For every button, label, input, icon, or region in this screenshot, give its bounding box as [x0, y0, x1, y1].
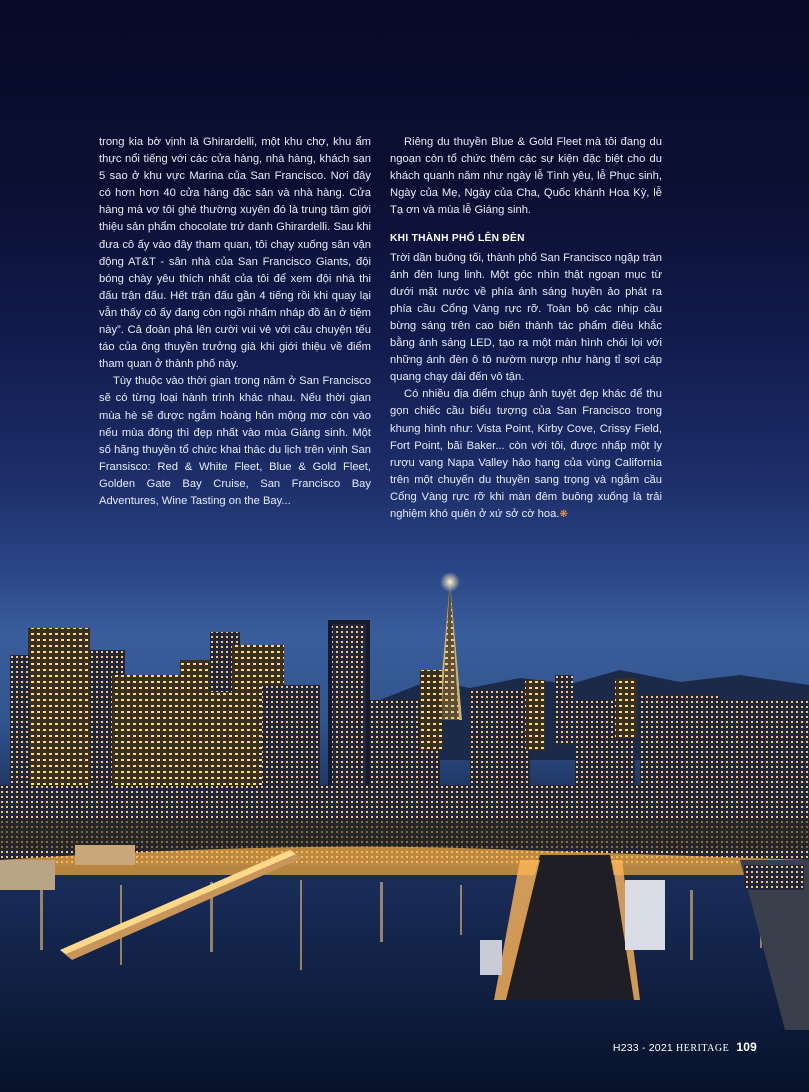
- san-francisco-night-skyline-photo: [0, 560, 809, 1092]
- leaf-end-mark-icon: ❋: [559, 508, 568, 520]
- article-right-column: [390, 134, 662, 523]
- page-footer: [613, 1040, 757, 1054]
- section-heading: KHI THÀNH PHỐ LÊN ĐÈN: [390, 233, 525, 245]
- page-number: 109: [736, 1040, 757, 1054]
- article-left-column: [99, 134, 371, 510]
- paragraph-photo-spots: [390, 386, 662, 523]
- paragraph-ghirardelli: trong kia bờ vịnh là Ghirardelli, một khu chợ, khu ẩm thực nổi tiếng với các cửa hàng, nhà hàng, khách sạn 5 sao ở khu vực Marina của San Francisco. Nơi đây có hơn hơn 40 cửa hàng đặc sản và nhà hàng. Cửa hàng mà vợ tôi ghé thường xuyên đó là trung tâm giới thiệu sản phẩm chocolate trứ danh Ghirardelli. Sau khi đưa cô ấy vào đây tham quan, tôi chạy xuống sân vận động AT&T - sân nhà của San Francisco Giants, đội bóng chày yêu thích nhất của tôi để xem đội nhà thi đấu trận đấu. Hết trận đấu gần 4 tiếng rồi khi quay lại vẫn thấy cô ấy đang còn ngồi nhấm nháp đồ ăn ở tiệm này”. Cả đoàn phá lên cười vui vẻ với câu chuyện tếu táo của ông thuyền trưởng già khi giới thiệu về điểm tham quan ở thành phố này.: [99, 136, 371, 371]
- paragraph-cruise-seasons: Tùy thuộc vào thời gian trong năm ở San Francisco sẽ có từng loại hành trình khác nhau. Nếu thời gian mùa hè sẽ được ngắm hoàng hôn mộng mơ còn vào nếu mùa đông thì đẹp nhất vào mùa Giáng sinh. Một số hãng thuyền tổ chức khai thác du lịch trên vịnh San Fransisco: Red & White Fleet, Blue & Gold Fleet, Golden Gate Bay Cruise, San Francisco Bay Adventures, Wine Tasting on the Bay...: [99, 375, 371, 507]
- paragraph-blue-gold-fleet: Riêng du thuyền Blue & Gold Fleet mà tôi đang du ngoạn còn tổ chức thêm các sự kiện đặc biệt cho du khách quanh năm như ngày lễ Tình yêu, lễ Phục sinh, Ngày của Mẹ, Ngày của Cha, Quốc khánh Hoa Kỳ, lễ Tạ ơn và mùa lễ Giáng sinh.: [390, 136, 662, 217]
- issue-label: H233 - 2021: [612, 1042, 673, 1054]
- magazine-name: HERITAGE: [676, 1043, 730, 1054]
- paragraph-photo-spots-text: Có nhiều địa điểm chụp ảnh tuyệt đẹp khác để thu gọn chiếc cầu biểu tượng của San Francisco trong khung hình như: Vista Point, Kirby Cove, Crissy Field, Fort Point, bãi Baker... còn với tôi, được nhấp một ly rượu vang Napa Valley hảo hạng của vùng California trên một chuyến du thuyền sang trọng và ngắm cầu Cổng Vàng rực rỡ khi màn đêm buông xuống là trải nghiệm khó quên ở xứ sở cờ hoa.: [390, 388, 662, 520]
- paragraph-city-lights: Trời dần buông tối, thành phố San Francisco ngập tràn ánh đèn lung linh. Một góc nhìn thật ngoạn mục từ dưới mặt nước về phía ánh sáng huyền ảo phát ra phía cầu Cổng Vàng rực rỡ. Toàn bộ các nhịp cầu bừng sáng trên cao biến thành tác phẩm điêu khắc bằng ánh sáng LED, tạo ra một màn hình chói lọi với những ánh đèn ô tô nườm nượp như hàng tỉ sợi cáp quang chạy dài đến vô tận.: [390, 251, 662, 384]
